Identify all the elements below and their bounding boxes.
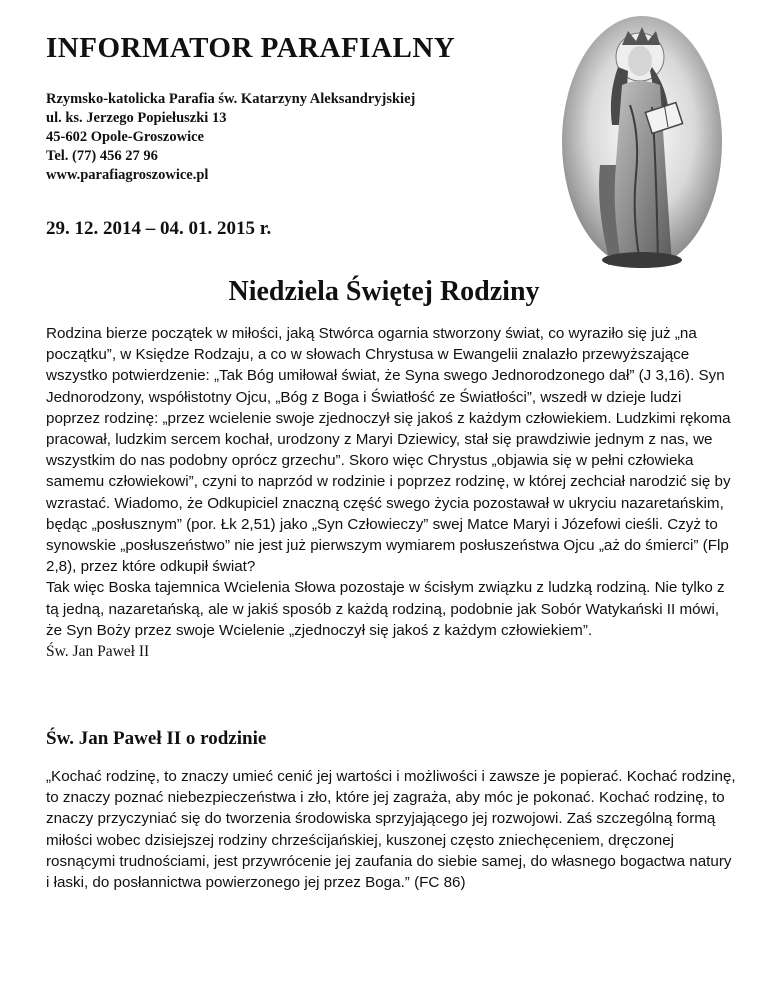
masthead <box>46 30 566 240</box>
article-signature: Św. Jan Paweł II <box>46 643 150 661</box>
article-body <box>46 323 736 662</box>
family-quote: „Kochać rodzinę, to znaczy umieć cenić jej wartości i możliwości i zawsze je popierać. Kochać rodzinę, to znaczy poznać niebezpieczeństwa i zło, które jej zagraża, aby móc je pokonać. Kochać rodzinę, to znaczy przyczyniać się do tworzenia środowiska sprzyjającego jej rozwojowi. Zaś szczególną formą miłości wobec dzisiejszej rodziny chrześcijańskiej, kuszonej często zniechęceniem, dręczonej rosnącymi trudnościami, jest przywrócenie jej zaufania do siebie samej, do własnego bogactwa natury i łaski, do posłannictwa powierzonego jej przez Boga.” (FC 86) <box>46 768 736 892</box>
parish-street: ul. ks. Jerzego Popiełuszki 13 <box>46 110 227 126</box>
article-heading: Niedziela Świętej Rodziny <box>228 276 540 307</box>
saint-catherine-image <box>560 15 725 270</box>
parish-phone: Tel. (77) 456 27 96 <box>46 148 158 164</box>
parish-address <box>46 90 566 185</box>
section-heading: Św. Jan Paweł II o rodzinie <box>46 728 267 749</box>
article-paragraph-1: Rodzina bierze początek w miłości, jaką Stwórca ogarnia stworzony świat, co wyraziło się już „na początku”, w Księdze Rodzaju, a co w słowach Chrystusa w Ewangelii znalazło przewyższające wszystko potwierdzenie: „Tak Bóg umiłował świat, że Syna swego Jednorodzonego dał” (J 3,16). Syn Jednorodzony, współistotny Ojcu, „Bóg z Boga i Światłość ze Światłości”, wszedł w dzieje ludzi poprzez rodzinę: „przez wcielenie swoje zjednoczył się jakoś z każdym człowiekiem. Ludzkimi rękoma pracował, ludzkim sercem kochał, urodzony z Maryi Dziewicy, stał się prawdziwie jednym z nas, we wszystkim do nas podobny oprócz grzechu”. Skoro więc Chrystus „objawia się w pełni człowieka samemu człowiekowi”, czyni to naprzód w rodzinie i poprzez rodzinę, w której zechciał narodzić się by wzrastać. Wiadomo, że Odkupiciel znaczną część swego życia pozostawał w ukryciu nazaretańskim, będąc „posłusznym” (por. Łk 2,51) jako „Syn Człowieczy” swej Matce Maryi i Józefowi cieśli. Czyż to synowskie „posłuszeństwo” nie jest już pierwszym wymiarem posłuszeństwa Ojcu „aż do śmierci” (Flp 2,8), przez które odkupił świat? <box>46 325 731 576</box>
parish-website: www.parafiagroszowice.pl <box>46 167 209 183</box>
article-paragraph-2: Tak więc Boska tajemnica Wcielenia Słowa pozostaje w ścisłym związku z ludzką rodziną. Nie tylko z tą jedną, nazaretańską, ale w jakiś sposób z każdą rodziną, podobnie jak Sobór Watykański II mówi, że Syn Boży przez swoje Wcielenie „zjednoczył się jakoś z każdym człowiekiem”. <box>46 579 725 639</box>
bulletin-title: INFORMATOR PARAFIALNY <box>46 32 456 64</box>
date-range: 29. 12. 2014 – 04. 01. 2015 r. <box>46 218 272 239</box>
parish-name: Rzymsko-katolicka Parafia św. Katarzyny Aleksandryjskiej <box>46 91 416 107</box>
parish-city: 45-602 Opole-Groszowice <box>46 129 204 145</box>
